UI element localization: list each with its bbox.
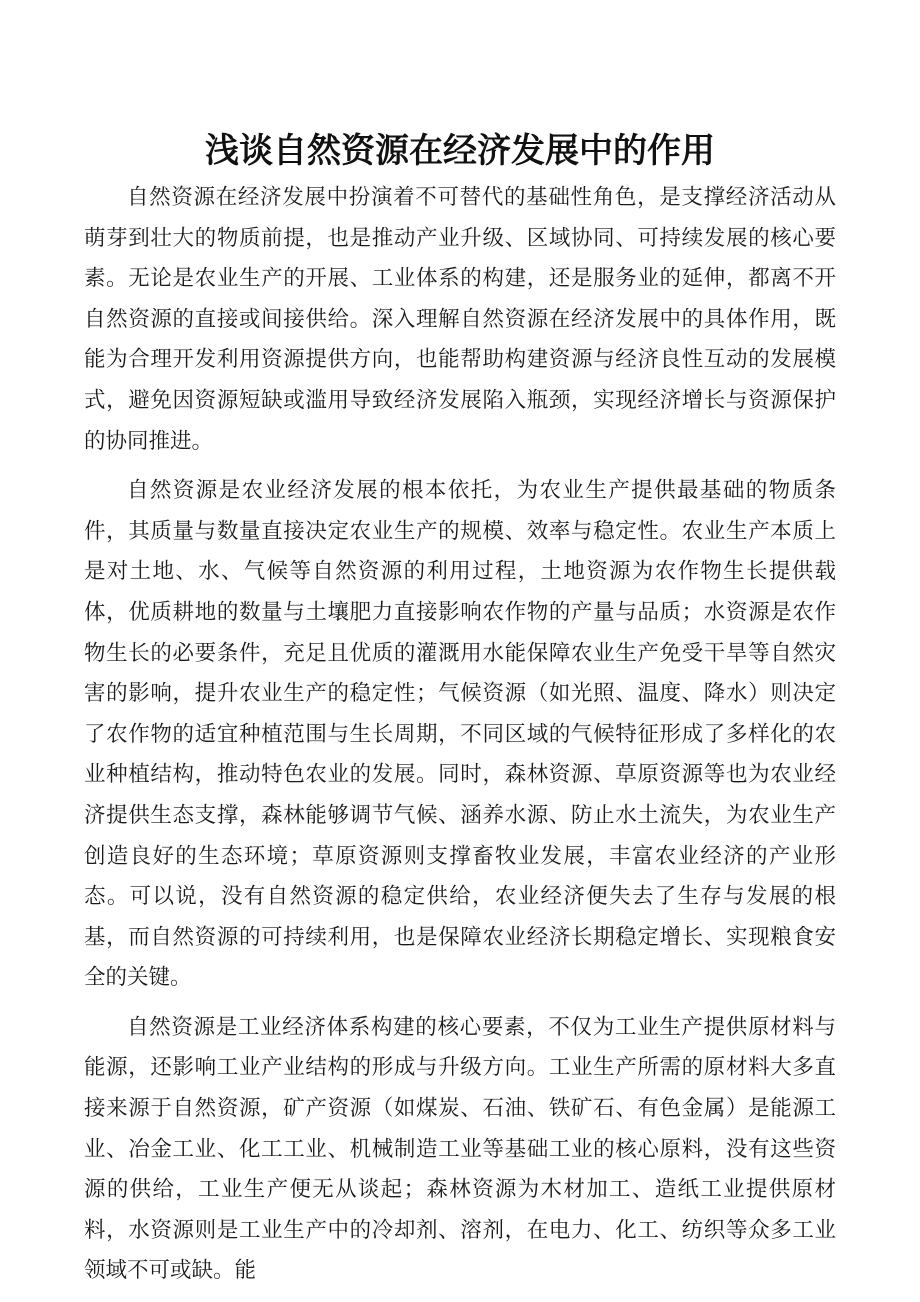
paragraph-intro: 自然资源在经济发展中扮演着不可替代的基础性角色，是支撑经济活动从萌芽到壮大的物质前提，也是推动产业升级、区域协同、可持续发展的核心要素。无论是农业生产的开展、工业体系的构建，还是服务业的延伸，都离不开自然资源的直接或间接供给。深入理解自然资源在经济发展中的具体作用，既能为合理开发利用资源提供方向，也能帮助构建资源与经济良性互动的发展模式，避免因资源短缺或滥用导致经济发展陷入瓶颈，实现经济增长与资源保护的协同推进。 — [84, 185, 836, 454]
document-body — [84, 178, 836, 1292]
paragraph-agriculture: 自然资源是农业经济发展的根本依托，为农业生产提供最基础的物质条件，其质量与数量直接决定农业生产的规模、效率与稳定性。农业生产本质上是对土地、水、气候等自然资源的利用过程，土地资源为农作物生长提供载体，优质耕地的数量与土壤肥力直接影响农作物的产量与品质；水资源是农作物生长的必要条件，充足且优质的灌溉用水能保障农业生产免受干旱等自然灾害的影响，提升农业生产的稳定性；气候资源（如光照、温度、降水）则决定了农作物的适宜种植范围与生长周期，不同区域的气候特征形成了多样化的农业种植结构，推动特色农业的发展。同时，森林资源、草原资源等也为农业经济提供生态支撑，森林能够调节气候、涵养水源、防止水土流失，为农业生产创造良好的生态环境；草原资源则支撑畜牧业发展，丰富农业经济的产业形态。可以说，没有自然资源的稳定供给，农业经济便失去了生存与发展的根基，而自然资源的可持续利用，也是保障农业经济长期稳定增长、实现粮食安全的关键。 — [84, 478, 836, 991]
paragraph-industry: 自然资源是工业经济体系构建的核心要素，不仅为工业生产提供原材料与能源，还影响工业产业结构的形成与升级方向。工业生产所需的原材料大多直接来源于自然资源，矿产资源（如煤炭、石油、铁矿石、有色金属）是能源工业、冶金工业、化工工业、机械制造工业等基础工业的核心原料，没有这些资源的供给，工业生产便无从谈起；森林资源为木材加工、造纸工业提供原材料，水资源则是工业生产中的冷却剂、溶剂，在电力、化工、纺织等众多工业领域不可或缺。能 — [84, 1014, 836, 1284]
document-title: 浅谈自然资源在经济发展中的作用 — [205, 131, 715, 171]
